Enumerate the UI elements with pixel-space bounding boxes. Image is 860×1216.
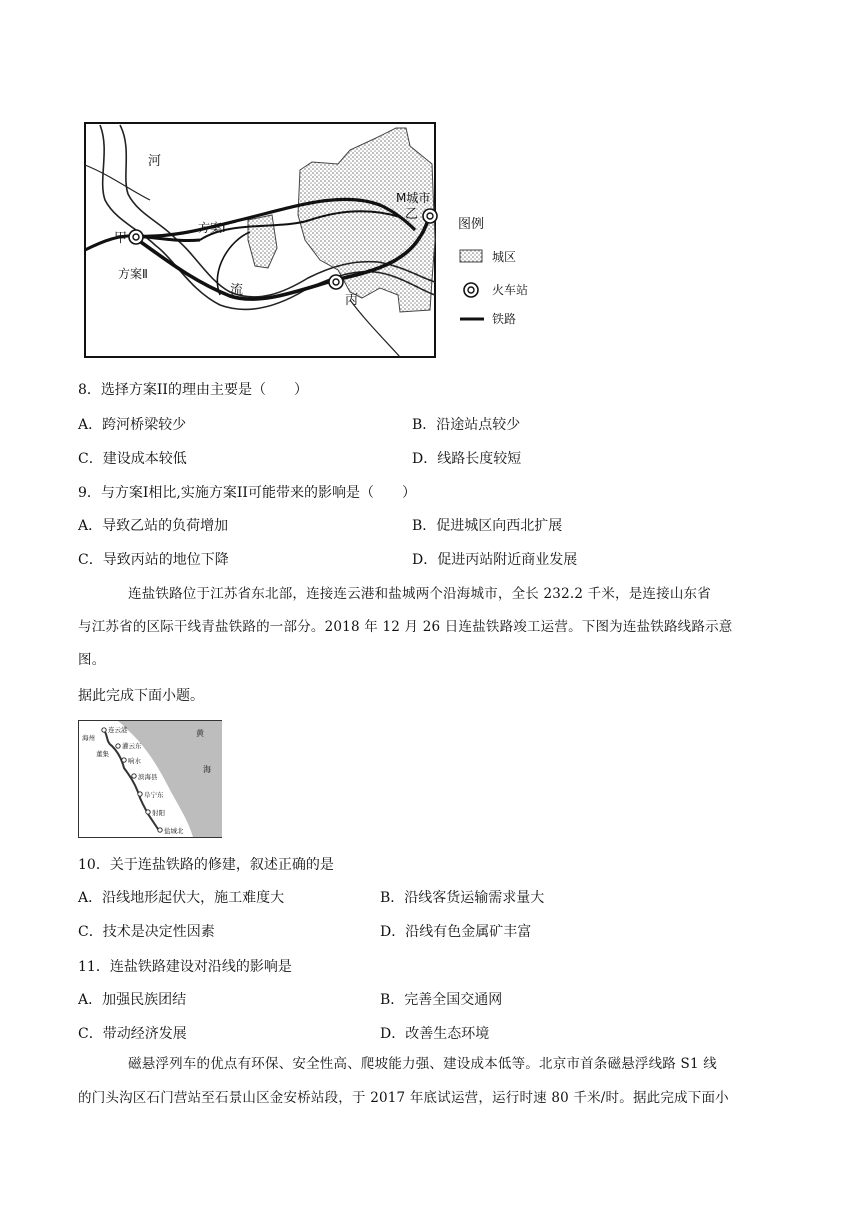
station-funingdong xyxy=(138,792,142,796)
sea-label-1: 黄 xyxy=(196,729,204,738)
river-label-2: 流 xyxy=(230,283,244,298)
question-10-option-a[interactable]: A．沿线地形起伏大，施工难度大 xyxy=(78,890,285,906)
station-jia-icon xyxy=(129,230,143,244)
question-9-option-d[interactable]: D．促进丙站附近商业发展 xyxy=(412,552,578,568)
city-label: M城市 xyxy=(396,191,431,205)
legend-station-icon xyxy=(464,283,478,297)
railway-plan-map-svg xyxy=(80,120,529,360)
question-9-option-b[interactable]: B．促进城区向西北扩展 xyxy=(412,518,563,534)
tributary-2 xyxy=(350,300,400,357)
passage-1-line-3: 图。 xyxy=(78,652,106,668)
legend-urban-label: 城区 xyxy=(492,250,517,264)
question-8-option-b[interactable]: B．沿途站点较少 xyxy=(412,417,521,433)
question-9-option-a[interactable]: A．导致乙站的负荷增加 xyxy=(78,518,229,534)
passage-1-instruction: 据此完成下面小题。 xyxy=(78,688,204,704)
plan-2-label: 方案Ⅱ xyxy=(118,267,148,281)
question-11-option-d[interactable]: D．改善生态环境 xyxy=(380,1026,490,1042)
station-label-sheyang: 射阳 xyxy=(152,809,165,817)
station-label-lianyungang: 连云港 xyxy=(108,726,128,734)
station-lianyungang xyxy=(102,728,106,732)
passage-2-line-2: 的门头沟区石门营站至石景山区金安桥站段，于 2017 年底试运营，运行时速 80 千米/时。据此完成下面小 xyxy=(78,1090,729,1106)
legend-station-label: 火车站 xyxy=(492,283,529,297)
urban-patch xyxy=(248,215,277,268)
legend-railway-label: 铁路 xyxy=(492,312,517,326)
question-11-option-b[interactable]: B．完善全国交通网 xyxy=(380,992,503,1008)
question-11-option-c[interactable]: C．带动经济发展 xyxy=(78,1026,187,1042)
plan-1-label: 方案Ⅰ xyxy=(198,221,226,235)
question-9-option-c[interactable]: C．导致丙站的地位下降 xyxy=(78,552,229,568)
station-yanchengbei xyxy=(158,828,162,832)
question-8-stem: 8．选择方案II的理由主要是（ ） xyxy=(78,382,308,398)
question-11-stem: 11．连盐铁路建设对沿线的影响是 xyxy=(78,959,292,975)
station-label-dongji: 董集 xyxy=(96,750,109,758)
question-11-option-a[interactable]: A．加强民族团结 xyxy=(78,992,187,1008)
tributary xyxy=(85,165,150,200)
station-bing-label: 丙 xyxy=(345,293,359,308)
station-label-guanyundong: 灌云东 xyxy=(122,742,142,750)
passage-1-line-1: 连盐铁路位于江苏省东北部，连接连云港和盐城两个沿海城市，全长 232.2 千米，是连接山东省 xyxy=(128,586,711,602)
lianyan-railway-map-svg xyxy=(78,720,223,838)
lianyan-railway-map xyxy=(78,720,223,838)
question-8-option-d[interactable]: D．线路长度较短 xyxy=(412,451,522,467)
passage-2-line-1: 磁悬浮列车的优点有环保、安全性高、爬坡能力强、建设成本低等。北京市首条磁悬浮线路 S1 线 xyxy=(128,1056,717,1072)
station-guanyundong xyxy=(116,744,120,748)
passage-1-line-2: 与江苏省的区际干线青盐铁路的一部分。2018 年 12 月 26 日连盐铁路竣工运营。下图为连盐铁路线路示意 xyxy=(78,619,733,635)
question-10-option-d[interactable]: D．沿线有色金属矿丰富 xyxy=(380,924,532,940)
legend-title: 图例 xyxy=(458,217,485,232)
question-10-option-c[interactable]: C．技术是决定性因素 xyxy=(78,924,215,940)
station-label-binhai: 滨海县 xyxy=(138,773,158,781)
station-bing-icon xyxy=(329,275,343,289)
question-10-stem: 10．关于连盐铁路的修建，叙述正确的是 xyxy=(78,857,334,873)
sea-label-2: 海 xyxy=(203,765,211,774)
station-binhai xyxy=(132,774,136,778)
legend-urban-swatch xyxy=(460,250,482,262)
station-xiangshui xyxy=(122,758,126,762)
question-8-option-c[interactable]: C．建设成本较低 xyxy=(78,451,187,467)
river-label-1: 河 xyxy=(148,154,162,169)
station-label-xiangshui: 响水 xyxy=(128,757,141,765)
station-label-haizhou: 海州 xyxy=(82,734,95,742)
question-10-option-b[interactable]: B．沿线客货运输需求量大 xyxy=(380,890,545,906)
station-yi-icon xyxy=(423,209,437,223)
station-label-yanchengbei: 盐城北 xyxy=(164,827,184,835)
station-yi-label: 乙 xyxy=(405,207,419,222)
station-sheyang xyxy=(146,810,150,814)
railway-plan-map xyxy=(80,120,529,360)
question-9-stem: 9．与方案I相比,实施方案II可能带来的影响是（ ） xyxy=(78,485,416,501)
station-jia-label: 甲 xyxy=(114,231,128,246)
station-label-funingdong: 阜宁东 xyxy=(144,791,164,799)
question-8-option-a[interactable]: A．跨河桥梁较少 xyxy=(78,417,187,433)
